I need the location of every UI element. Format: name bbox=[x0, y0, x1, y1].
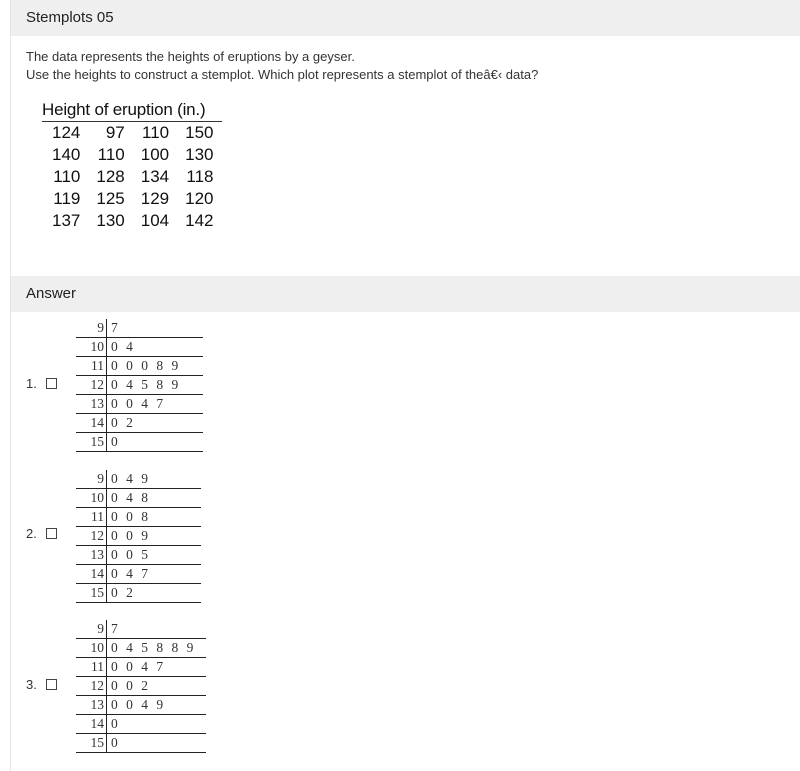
stem-value: 14 bbox=[76, 715, 107, 734]
question-body bbox=[11, 36, 800, 264]
leaf-values: 0 bbox=[107, 734, 207, 753]
stem-value: 11 bbox=[76, 508, 107, 527]
stemplot-row bbox=[76, 376, 203, 395]
stem-value: 14 bbox=[76, 414, 107, 433]
stem-value: 9 bbox=[76, 620, 107, 639]
table-row bbox=[42, 122, 222, 145]
stem-value: 13 bbox=[76, 696, 107, 715]
stemplot-row bbox=[76, 508, 201, 527]
leaf-values: 7 bbox=[107, 620, 207, 639]
table-row bbox=[42, 166, 222, 188]
stem-value: 12 bbox=[76, 527, 107, 546]
table-cell: 140 bbox=[52, 145, 81, 164]
leaf-values: 0 0 4 9 bbox=[107, 696, 207, 715]
stem-value: 12 bbox=[76, 677, 107, 696]
stem-value: 14 bbox=[76, 565, 107, 584]
leaf-values: 0 4 5 8 8 9 bbox=[107, 639, 207, 658]
page-title: Stemplots 05 bbox=[11, 0, 800, 36]
table-cell: 119 bbox=[53, 189, 81, 208]
table-cell: 118 bbox=[186, 167, 214, 186]
leaf-values: 0 4 9 bbox=[107, 470, 202, 489]
leaf-values: 0 0 9 bbox=[107, 527, 202, 546]
leaf-values: 0 0 4 7 bbox=[107, 395, 204, 414]
stemplot-row bbox=[76, 715, 206, 734]
table-cell: 110 bbox=[97, 145, 125, 164]
option-checkbox[interactable] bbox=[46, 679, 57, 690]
stem-value: 9 bbox=[76, 319, 107, 338]
leaf-values: 0 0 5 bbox=[107, 546, 202, 565]
stemplot-row bbox=[76, 395, 203, 414]
option-label: 2. bbox=[26, 526, 37, 541]
table-cell: 100 bbox=[140, 145, 170, 164]
leaf-values: 0 0 4 7 bbox=[107, 658, 207, 677]
table-row bbox=[42, 144, 222, 166]
stem-value: 15 bbox=[76, 734, 107, 753]
answer-header: Answer bbox=[11, 276, 800, 312]
leaf-values: 0 2 bbox=[107, 584, 202, 603]
table-cell: 130 bbox=[185, 145, 214, 164]
stem-value: 9 bbox=[76, 470, 107, 489]
option-label: 1. bbox=[26, 376, 37, 391]
stemplot-row bbox=[76, 470, 201, 489]
stemplot-row bbox=[76, 338, 203, 357]
table-cell: 128 bbox=[96, 167, 125, 186]
stem-value: 13 bbox=[76, 395, 107, 414]
stemplot-row bbox=[76, 433, 203, 452]
leaf-values: 0 2 bbox=[107, 414, 204, 433]
option-label: 3. bbox=[26, 677, 37, 692]
leaf-values: 0 4 bbox=[107, 338, 204, 357]
stemplot-row bbox=[76, 734, 206, 753]
stemplot-row bbox=[76, 658, 206, 677]
table-cell: 125 bbox=[96, 189, 125, 208]
stemplot-row bbox=[76, 565, 201, 584]
table-cell: 104 bbox=[140, 211, 170, 230]
table-cell: 110 bbox=[142, 123, 170, 142]
leaf-values: 0 4 7 bbox=[107, 565, 202, 584]
stem-value: 15 bbox=[76, 584, 107, 603]
stem-value: 10 bbox=[76, 639, 107, 658]
answer-option-1[interactable] bbox=[26, 376, 57, 391]
stemplot-row bbox=[76, 677, 206, 696]
table-header: Height of eruption (in.) bbox=[42, 100, 222, 122]
stem-value: 11 bbox=[76, 357, 107, 376]
leaf-values: 0 bbox=[107, 715, 207, 734]
stemplot-row bbox=[76, 527, 201, 546]
stem-value: 10 bbox=[76, 338, 107, 357]
stemplot-1 bbox=[76, 319, 203, 452]
stemplot-row bbox=[76, 357, 203, 376]
table-cell: 150 bbox=[185, 123, 214, 142]
table-cell: 110 bbox=[53, 167, 81, 186]
leaf-values: 0 0 2 bbox=[107, 677, 207, 696]
stemplot-row bbox=[76, 584, 201, 603]
stem-value: 15 bbox=[76, 433, 107, 452]
stem-value: 11 bbox=[76, 658, 107, 677]
table-cell: 142 bbox=[185, 211, 214, 230]
question-page bbox=[10, 0, 800, 771]
stemplot-row bbox=[76, 414, 203, 433]
question-text-line-1: The data represents the heights of eruptions by a geyser. bbox=[26, 49, 355, 64]
eruption-height-table bbox=[42, 100, 222, 232]
stemplot-row bbox=[76, 319, 203, 338]
question-text-line-2: Use the heights to construct a stemplot. Which plot represents a stemplot of theâ€‹ data? bbox=[26, 67, 539, 82]
stem-value: 13 bbox=[76, 546, 107, 565]
table-cell: 97 bbox=[105, 123, 125, 142]
leaf-values: 0 0 0 8 9 bbox=[107, 357, 204, 376]
answer-option-3[interactable] bbox=[26, 677, 57, 692]
stemplot-row bbox=[76, 620, 206, 639]
table-cell: 129 bbox=[140, 189, 170, 208]
table-row bbox=[42, 188, 222, 210]
table-cell: 130 bbox=[96, 211, 125, 230]
table-cell: 120 bbox=[185, 189, 214, 208]
leaf-values: 0 4 5 8 9 bbox=[107, 376, 204, 395]
option-checkbox[interactable] bbox=[46, 378, 57, 389]
leaf-values: 0 bbox=[107, 433, 204, 452]
stemplot-row bbox=[76, 696, 206, 715]
stem-value: 12 bbox=[76, 376, 107, 395]
stemplot-row bbox=[76, 489, 201, 508]
option-checkbox[interactable] bbox=[46, 528, 57, 539]
table-cell: 124 bbox=[52, 123, 81, 142]
table-cell: 137 bbox=[52, 211, 81, 230]
table-row bbox=[42, 210, 222, 232]
table-cell: 134 bbox=[140, 167, 170, 186]
answer-option-2[interactable] bbox=[26, 526, 57, 541]
stem-value: 10 bbox=[76, 489, 107, 508]
stemplot-row bbox=[76, 639, 206, 658]
stemplot-3 bbox=[76, 620, 206, 753]
stemplot-row bbox=[76, 546, 201, 565]
stemplot-2 bbox=[76, 470, 201, 603]
leaf-values: 0 4 8 bbox=[107, 489, 202, 508]
leaf-values: 7 bbox=[107, 319, 204, 338]
leaf-values: 0 0 8 bbox=[107, 508, 202, 527]
